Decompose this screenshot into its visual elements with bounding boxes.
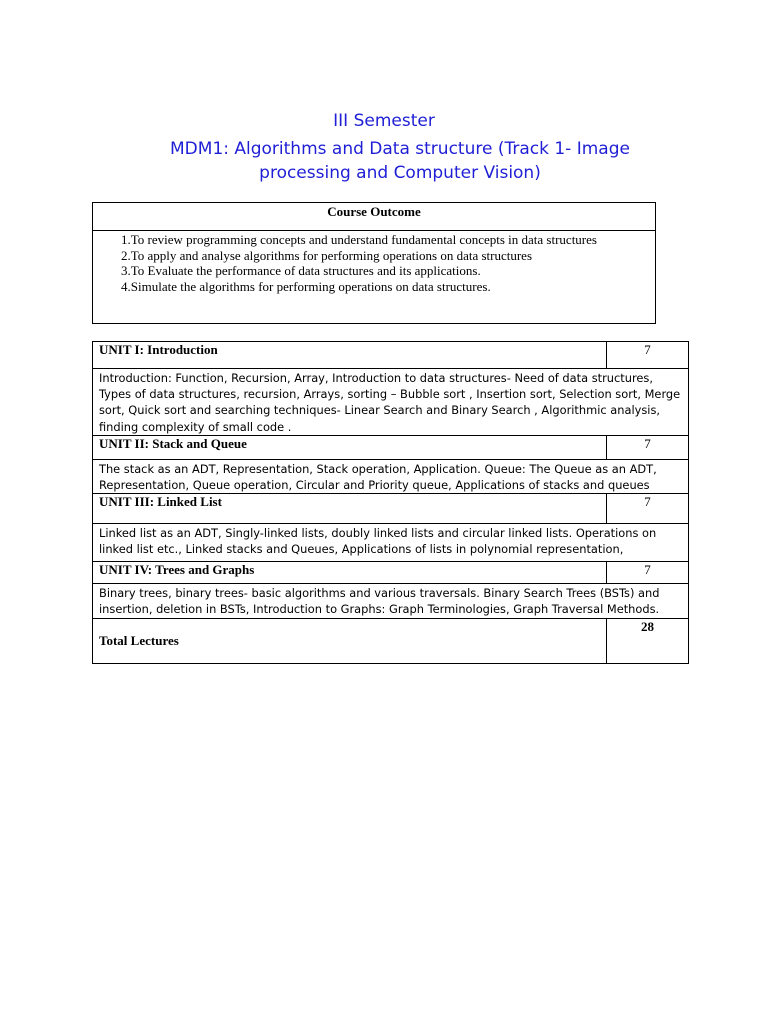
unit-title-row [93, 435, 689, 459]
course-outcome-item: 1.To review programming concepts and understand fundamental concepts in data structures [121, 232, 597, 247]
unit-title: UNIT I: Introduction [93, 342, 607, 369]
unit-description: The stack as an ADT, Representation, Stack operation, Application. Queue: The Queue as an ADT, Representation, Queue operation, Circular and Priority queue, Applications of stacks and queues [93, 459, 689, 493]
unit-title-row [93, 342, 689, 369]
unit-description-row [93, 459, 689, 493]
total-lectures-label: Total Lectures [93, 618, 607, 663]
unit-description-row [93, 369, 689, 436]
unit-description-row [93, 584, 689, 618]
unit-hours: 7 [607, 435, 689, 459]
unit-title: UNIT III: Linked List [93, 494, 607, 524]
total-lectures-value: 28 [607, 618, 689, 663]
unit-description: Binary trees, binary trees- basic algorithms and various traversals. Binary Search Trees (BSTs) and insertion, deletion in BSTs, Introduction to Graphs: Graph Terminologies, Graph Traversal Methods. [93, 584, 689, 618]
unit-hours: 7 [607, 494, 689, 524]
unit-hours: 7 [607, 562, 689, 584]
unit-description: Linked list as an ADT, Singly-linked lists, doubly linked lists and circular linked lists. Operations on linked list etc., Linked stacks and Queues, Applications of lists in polynomial representation, [93, 524, 689, 562]
total-row [93, 618, 689, 663]
unit-title-row [93, 562, 689, 584]
course-title: MDM1: Algorithms and Data structure (Track 1- Image processing and Computer Vision) [170, 139, 630, 183]
course-outcome-list [121, 232, 641, 294]
course-outcome-item: 2.To apply and analyse algorithms for performing operations on data structures [121, 247, 533, 263]
unit-hours: 7 [607, 342, 689, 369]
unit-title: UNIT II: Stack and Queue [93, 435, 607, 459]
unit-description-row [93, 524, 689, 562]
unit-description: Introduction: Function, Recursion, Array, Introduction to data structures- Need of data structures, Types of data structures, recursion, Arrays, sorting – Bubble sort , Insertion sort, Selection sort, Merge sort, Quick sort and searching techniques- Linear Search and Binary Search , Algorithmic analysis, finding complexity of small code . [93, 369, 689, 436]
unit-title-row [93, 494, 689, 524]
semester-heading: III Semester [333, 111, 435, 131]
units-table [92, 341, 689, 664]
course-outcome-item: 3.To Evaluate the performance of data structures and its applications. [121, 263, 481, 278]
unit-title: UNIT IV: Trees and Graphs [93, 562, 607, 584]
course-outcome-box [92, 202, 656, 324]
course-outcome-header: Course Outcome [93, 203, 655, 231]
course-outcome-item: 4.Simulate the algorithms for performing operations on data structures. [121, 278, 491, 294]
